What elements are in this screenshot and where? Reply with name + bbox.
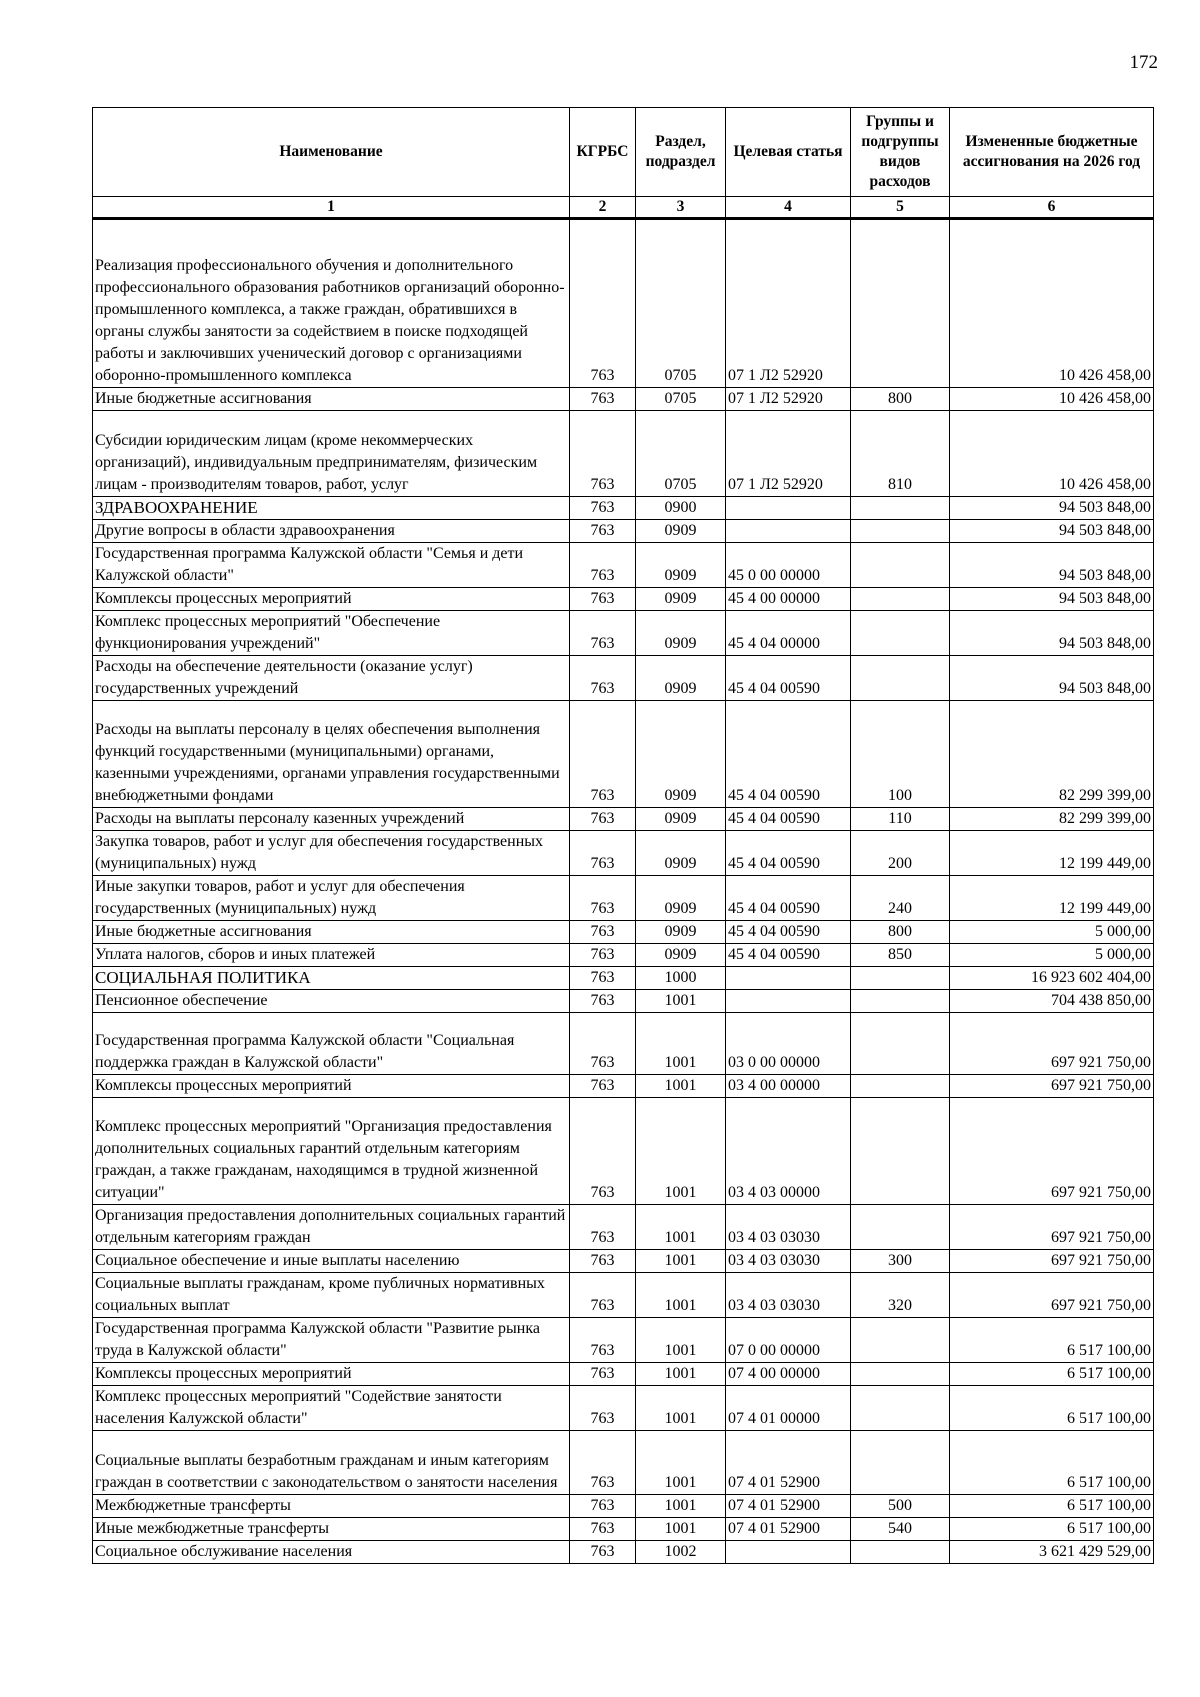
row-expense-group bbox=[851, 520, 950, 543]
row-amount: 94 503 848,00 bbox=[950, 520, 1154, 543]
row-kgrbs: 763 bbox=[570, 497, 636, 520]
row-razdel: 1001 bbox=[636, 990, 726, 1013]
row-razdel: 1001 bbox=[636, 1431, 726, 1495]
row-expense-group: 320 bbox=[851, 1273, 950, 1318]
row-name: Социальные выплаты безработным гражданам и иным категориям граждан в соответствии с законодательством о занятости населения bbox=[93, 1431, 570, 1495]
page-number: 172 bbox=[1129, 52, 1158, 73]
row-target-article: 07 1 Л2 52920 bbox=[726, 219, 851, 388]
row-target-article: 03 4 03 03030 bbox=[726, 1250, 851, 1273]
row-name: Закупка товаров, работ и услуг для обеспечения государственных (муниципальных) нужд bbox=[93, 831, 570, 876]
table-body bbox=[93, 219, 1154, 1564]
row-amount: 5 000,00 bbox=[950, 944, 1154, 967]
row-expense-group bbox=[851, 543, 950, 588]
row-kgrbs: 763 bbox=[570, 588, 636, 611]
column-number: 1 bbox=[93, 197, 570, 219]
row-target-article: 45 4 04 00590 bbox=[726, 921, 851, 944]
row-razdel: 0705 bbox=[636, 388, 726, 411]
table-row bbox=[93, 656, 1154, 701]
table-row bbox=[93, 1431, 1154, 1495]
row-amount: 697 921 750,00 bbox=[950, 1098, 1154, 1205]
row-target-article: 45 4 04 00000 bbox=[726, 611, 851, 656]
row-kgrbs: 763 bbox=[570, 808, 636, 831]
table-row bbox=[93, 388, 1154, 411]
row-target-article: 07 4 01 52900 bbox=[726, 1431, 851, 1495]
row-expense-group bbox=[851, 1386, 950, 1431]
row-amount: 94 503 848,00 bbox=[950, 543, 1154, 588]
table-header-row bbox=[93, 108, 1154, 197]
row-name: Комплексы процессных мероприятий bbox=[93, 1075, 570, 1098]
row-expense-group bbox=[851, 1075, 950, 1098]
row-expense-group bbox=[851, 1318, 950, 1363]
row-expense-group bbox=[851, 990, 950, 1013]
table-row bbox=[93, 990, 1154, 1013]
row-razdel: 1001 bbox=[636, 1250, 726, 1273]
row-amount: 697 921 750,00 bbox=[950, 1250, 1154, 1273]
row-amount: 94 503 848,00 bbox=[950, 611, 1154, 656]
row-target-article: 45 4 04 00590 bbox=[726, 808, 851, 831]
row-name: Иные закупки товаров, работ и услуг для обеспечения государственных (муниципальных) нужд bbox=[93, 876, 570, 921]
row-razdel: 0909 bbox=[636, 921, 726, 944]
row-name: Комплексы процессных мероприятий bbox=[93, 588, 570, 611]
row-name: Уплата налогов, сборов и иных платежей bbox=[93, 944, 570, 967]
row-target-article bbox=[726, 497, 851, 520]
row-kgrbs: 763 bbox=[570, 944, 636, 967]
row-target-article: 07 1 Л2 52920 bbox=[726, 411, 851, 497]
row-amount: 16 923 602 404,00 bbox=[950, 967, 1154, 990]
table-row bbox=[93, 1013, 1154, 1075]
table-row bbox=[93, 1205, 1154, 1250]
row-kgrbs: 763 bbox=[570, 1386, 636, 1431]
row-razdel: 1000 bbox=[636, 967, 726, 990]
row-name: Субсидии юридическим лицам (кроме некоммерческих организаций), индивидуальным предпринимателям, физическим лицам - производителям товаров, работ, услуг bbox=[93, 411, 570, 497]
row-name: Комплекс процессных мероприятий "Содействие занятости населения Калужской области" bbox=[93, 1386, 570, 1431]
row-target-article: 45 4 04 00590 bbox=[726, 656, 851, 701]
row-razdel: 1001 bbox=[636, 1386, 726, 1431]
row-kgrbs: 763 bbox=[570, 921, 636, 944]
row-kgrbs: 763 bbox=[570, 1541, 636, 1564]
row-expense-group: 200 bbox=[851, 831, 950, 876]
row-kgrbs: 763 bbox=[570, 1205, 636, 1250]
table-row bbox=[93, 497, 1154, 520]
table-row bbox=[93, 701, 1154, 808]
row-razdel: 0909 bbox=[636, 656, 726, 701]
table-row bbox=[93, 1363, 1154, 1386]
row-razdel: 0705 bbox=[636, 411, 726, 497]
row-razdel: 0705 bbox=[636, 219, 726, 388]
row-razdel: 0909 bbox=[636, 944, 726, 967]
row-name: Комплекс процессных мероприятий "Организация предоставления дополнительных социальных гарантий отдельным категориям граждан, а также гражданам, находящимся в трудной жизненной ситуации" bbox=[93, 1098, 570, 1205]
row-target-article bbox=[726, 967, 851, 990]
row-amount: 6 517 100,00 bbox=[950, 1318, 1154, 1363]
row-expense-group: 300 bbox=[851, 1250, 950, 1273]
row-expense-group: 850 bbox=[851, 944, 950, 967]
row-razdel: 0909 bbox=[636, 611, 726, 656]
row-razdel: 1001 bbox=[636, 1075, 726, 1098]
row-name: Расходы на выплаты персоналу в целях обеспечения выполнения функций государственными (муниципальными) органами, казенными учреждениями, органами управления государственными внебюджетными фондами bbox=[93, 701, 570, 808]
table-row bbox=[93, 808, 1154, 831]
row-kgrbs: 763 bbox=[570, 219, 636, 388]
row-name: Расходы на обеспечение деятельности (оказание услуг) государственных учреждений bbox=[93, 656, 570, 701]
row-razdel: 0909 bbox=[636, 588, 726, 611]
row-amount: 94 503 848,00 bbox=[950, 588, 1154, 611]
row-amount: 82 299 399,00 bbox=[950, 701, 1154, 808]
row-target-article: 03 0 00 00000 bbox=[726, 1013, 851, 1075]
table-row bbox=[93, 831, 1154, 876]
row-kgrbs: 763 bbox=[570, 411, 636, 497]
row-amount: 82 299 399,00 bbox=[950, 808, 1154, 831]
table-row bbox=[93, 1318, 1154, 1363]
row-razdel: 1001 bbox=[636, 1205, 726, 1250]
table-row bbox=[93, 1250, 1154, 1273]
row-amount: 6 517 100,00 bbox=[950, 1363, 1154, 1386]
table-row bbox=[93, 1075, 1154, 1098]
table-row bbox=[93, 944, 1154, 967]
row-target-article: 45 4 00 00000 bbox=[726, 588, 851, 611]
row-target-article: 45 4 04 00590 bbox=[726, 701, 851, 808]
row-expense-group: 800 bbox=[851, 921, 950, 944]
row-razdel: 1001 bbox=[636, 1013, 726, 1075]
row-name: Иные бюджетные ассигнования bbox=[93, 388, 570, 411]
header-kgrbs: КГРБС bbox=[570, 108, 636, 197]
row-expense-group: 110 bbox=[851, 808, 950, 831]
column-number: 3 bbox=[636, 197, 726, 219]
row-target-article: 03 4 03 03030 bbox=[726, 1273, 851, 1318]
row-expense-group: 500 bbox=[851, 1495, 950, 1518]
row-amount: 94 503 848,00 bbox=[950, 656, 1154, 701]
row-razdel: 1001 bbox=[636, 1518, 726, 1541]
table-row bbox=[93, 543, 1154, 588]
row-expense-group bbox=[851, 1013, 950, 1075]
row-name: Иные межбюджетные трансферты bbox=[93, 1518, 570, 1541]
row-expense-group bbox=[851, 611, 950, 656]
row-name: Комплекс процессных мероприятий "Обеспечение функционирования учреждений" bbox=[93, 611, 570, 656]
row-kgrbs: 763 bbox=[570, 1098, 636, 1205]
row-kgrbs: 763 bbox=[570, 656, 636, 701]
column-number-row bbox=[93, 197, 1154, 219]
row-kgrbs: 763 bbox=[570, 701, 636, 808]
row-target-article: 03 4 00 00000 bbox=[726, 1075, 851, 1098]
row-amount: 704 438 850,00 bbox=[950, 990, 1154, 1013]
row-razdel: 1002 bbox=[636, 1541, 726, 1564]
row-name: Реализация профессионального обучения и дополнительного профессионального образования работников организаций оборонно-промышленного комплекса, а также граждан, обратившихся в органы службы занятости за содействием в поиске подходящей работы и заключивших ученический договор с организациями оборонно-промышленного комплекса bbox=[93, 219, 570, 388]
row-target-article: 45 4 04 00590 bbox=[726, 944, 851, 967]
row-amount: 10 426 458,00 bbox=[950, 411, 1154, 497]
row-razdel: 0909 bbox=[636, 543, 726, 588]
table-row bbox=[93, 1518, 1154, 1541]
row-target-article: 45 4 04 00590 bbox=[726, 831, 851, 876]
row-kgrbs: 763 bbox=[570, 1431, 636, 1495]
row-kgrbs: 763 bbox=[570, 1250, 636, 1273]
row-name: Пенсионное обеспечение bbox=[93, 990, 570, 1013]
row-target-article: 03 4 03 03030 bbox=[726, 1205, 851, 1250]
row-amount: 697 921 750,00 bbox=[950, 1273, 1154, 1318]
header-amount: Измененные бюджетные ассигнования на 2026 год bbox=[950, 108, 1154, 197]
row-target-article: 07 4 00 00000 bbox=[726, 1363, 851, 1386]
header-group: Группы и подгруппы видов расходов bbox=[851, 108, 950, 197]
row-expense-group bbox=[851, 1205, 950, 1250]
table-row bbox=[93, 411, 1154, 497]
row-target-article: 07 4 01 52900 bbox=[726, 1495, 851, 1518]
row-target-article: 45 0 00 00000 bbox=[726, 543, 851, 588]
row-target-article: 07 1 Л2 52920 bbox=[726, 388, 851, 411]
row-expense-group bbox=[851, 497, 950, 520]
row-amount: 6 517 100,00 bbox=[950, 1386, 1154, 1431]
table-row bbox=[93, 1386, 1154, 1431]
row-kgrbs: 763 bbox=[570, 611, 636, 656]
row-target-article bbox=[726, 990, 851, 1013]
row-kgrbs: 763 bbox=[570, 1363, 636, 1386]
row-name: Комплексы процессных мероприятий bbox=[93, 1363, 570, 1386]
row-kgrbs: 763 bbox=[570, 1518, 636, 1541]
row-amount: 6 517 100,00 bbox=[950, 1495, 1154, 1518]
row-name: Расходы на выплаты персоналу казенных учреждений bbox=[93, 808, 570, 831]
row-expense-group: 810 bbox=[851, 411, 950, 497]
row-name: Организация предоставления дополнительных социальных гарантий отдельным категориям граждан bbox=[93, 1205, 570, 1250]
row-amount: 12 199 449,00 bbox=[950, 876, 1154, 921]
row-name: Социальные выплаты гражданам, кроме публичных нормативных социальных выплат bbox=[93, 1273, 570, 1318]
column-number: 2 bbox=[570, 197, 636, 219]
header-name: Наименование bbox=[93, 108, 570, 197]
table-row bbox=[93, 921, 1154, 944]
table-row bbox=[93, 1541, 1154, 1564]
table-row bbox=[93, 520, 1154, 543]
row-kgrbs: 763 bbox=[570, 520, 636, 543]
row-expense-group: 100 bbox=[851, 701, 950, 808]
row-amount: 5 000,00 bbox=[950, 921, 1154, 944]
row-kgrbs: 763 bbox=[570, 1318, 636, 1363]
row-expense-group bbox=[851, 656, 950, 701]
row-kgrbs: 763 bbox=[570, 1273, 636, 1318]
row-amount: 697 921 750,00 bbox=[950, 1013, 1154, 1075]
row-name: Иные бюджетные ассигнования bbox=[93, 921, 570, 944]
row-expense-group: 540 bbox=[851, 1518, 950, 1541]
column-number: 5 bbox=[851, 197, 950, 219]
row-name: ЗДРАВООХРАНЕНИЕ bbox=[93, 497, 570, 520]
row-razdel: 1001 bbox=[636, 1363, 726, 1386]
row-name: Другие вопросы в области здравоохранения bbox=[93, 520, 570, 543]
row-expense-group bbox=[851, 1098, 950, 1205]
row-expense-group: 240 bbox=[851, 876, 950, 921]
table-row bbox=[93, 876, 1154, 921]
row-razdel: 0909 bbox=[636, 831, 726, 876]
budget-table bbox=[92, 107, 1154, 1564]
row-name: Социальное обслуживание населения bbox=[93, 1541, 570, 1564]
row-razdel: 0900 bbox=[636, 497, 726, 520]
table-row bbox=[93, 588, 1154, 611]
row-kgrbs: 763 bbox=[570, 990, 636, 1013]
row-name: Социальное обеспечение и иные выплаты населению bbox=[93, 1250, 570, 1273]
row-kgrbs: 763 bbox=[570, 876, 636, 921]
table-row bbox=[93, 611, 1154, 656]
table-row bbox=[93, 967, 1154, 990]
row-name: Государственная программа Калужской области "Социальная поддержка граждан в Калужской области" bbox=[93, 1013, 570, 1075]
column-number: 4 bbox=[726, 197, 851, 219]
row-name: Государственная программа Калужской области "Развитие рынка труда в Калужской области" bbox=[93, 1318, 570, 1363]
row-target-article: 07 4 01 00000 bbox=[726, 1386, 851, 1431]
row-amount: 6 517 100,00 bbox=[950, 1518, 1154, 1541]
row-amount: 12 199 449,00 bbox=[950, 831, 1154, 876]
table-row bbox=[93, 1273, 1154, 1318]
row-expense-group bbox=[851, 1431, 950, 1495]
header-target: Целевая статья bbox=[726, 108, 851, 197]
row-kgrbs: 763 bbox=[570, 1075, 636, 1098]
row-expense-group bbox=[851, 967, 950, 990]
row-razdel: 1001 bbox=[636, 1318, 726, 1363]
row-amount: 697 921 750,00 bbox=[950, 1205, 1154, 1250]
row-kgrbs: 763 bbox=[570, 831, 636, 876]
header-razdel: Раздел, подраздел bbox=[636, 108, 726, 197]
row-amount: 6 517 100,00 bbox=[950, 1431, 1154, 1495]
row-target-article: 07 0 00 00000 bbox=[726, 1318, 851, 1363]
row-razdel: 1001 bbox=[636, 1273, 726, 1318]
row-target-article bbox=[726, 1541, 851, 1564]
column-number: 6 bbox=[950, 197, 1154, 219]
row-kgrbs: 763 bbox=[570, 388, 636, 411]
row-amount: 10 426 458,00 bbox=[950, 388, 1154, 411]
table-row bbox=[93, 1098, 1154, 1205]
row-kgrbs: 763 bbox=[570, 543, 636, 588]
row-razdel: 0909 bbox=[636, 520, 726, 543]
row-expense-group: 800 bbox=[851, 388, 950, 411]
row-target-article: 03 4 03 00000 bbox=[726, 1098, 851, 1205]
row-amount: 697 921 750,00 bbox=[950, 1075, 1154, 1098]
row-amount: 3 621 429 529,00 bbox=[950, 1541, 1154, 1564]
row-expense-group bbox=[851, 219, 950, 388]
row-target-article: 07 4 01 52900 bbox=[726, 1518, 851, 1541]
row-expense-group bbox=[851, 588, 950, 611]
row-razdel: 0909 bbox=[636, 808, 726, 831]
row-razdel: 0909 bbox=[636, 701, 726, 808]
row-razdel: 1001 bbox=[636, 1495, 726, 1518]
row-razdel: 0909 bbox=[636, 876, 726, 921]
row-expense-group bbox=[851, 1363, 950, 1386]
row-kgrbs: 763 bbox=[570, 1013, 636, 1075]
row-razdel: 1001 bbox=[636, 1098, 726, 1205]
row-target-article: 45 4 04 00590 bbox=[726, 876, 851, 921]
row-kgrbs: 763 bbox=[570, 967, 636, 990]
table-row bbox=[93, 1495, 1154, 1518]
row-name: Государственная программа Калужской области "Семья и дети Калужской области" bbox=[93, 543, 570, 588]
table-row bbox=[93, 219, 1154, 388]
row-target-article bbox=[726, 520, 851, 543]
row-expense-group bbox=[851, 1541, 950, 1564]
row-kgrbs: 763 bbox=[570, 1495, 636, 1518]
row-amount: 10 426 458,00 bbox=[950, 219, 1154, 388]
row-name: Межбюджетные трансферты bbox=[93, 1495, 570, 1518]
row-name: СОЦИАЛЬНАЯ ПОЛИТИКА bbox=[93, 967, 570, 990]
row-amount: 94 503 848,00 bbox=[950, 497, 1154, 520]
